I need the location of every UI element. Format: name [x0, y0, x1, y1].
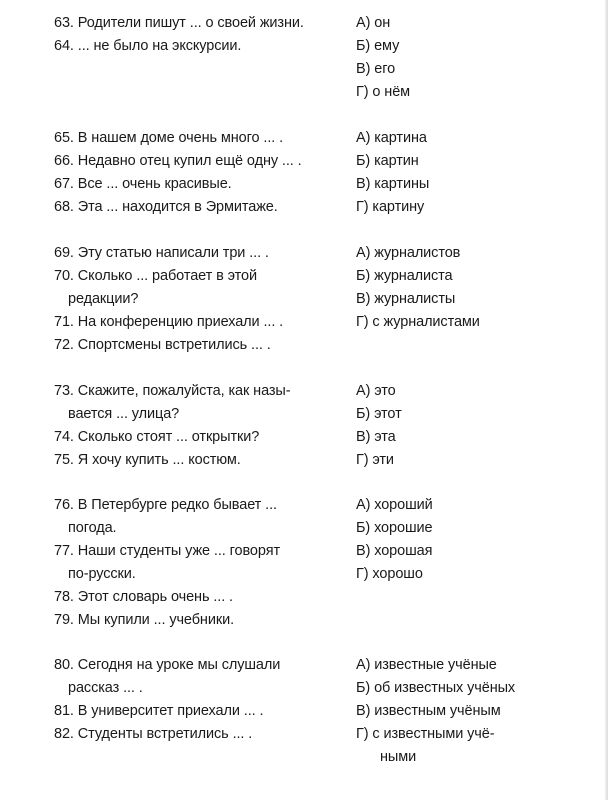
- question-70-continuation: редакции?: [68, 291, 139, 307]
- question-76: 76. В Петербурге редко бывает ...: [54, 497, 277, 513]
- answer-b: Б) ему: [356, 38, 400, 54]
- answer-v: В) хорошая: [356, 543, 433, 559]
- question-80-continuation: рассказ ... .: [68, 680, 143, 696]
- question-77-continuation: по-русски.: [68, 566, 136, 582]
- answer-a: А) картина: [356, 130, 427, 146]
- answer-b: Б) этот: [356, 406, 402, 422]
- question-75: 75. Я хочу купить ... костюм.: [54, 452, 241, 468]
- question-82: 82. Студенты встретились ... .: [54, 726, 253, 742]
- answer-g: Г) о нём: [356, 84, 411, 100]
- answer-g: Г) хорошо: [356, 566, 423, 582]
- question-73-continuation: вается ... улица?: [68, 406, 180, 422]
- answer-b: Б) об известных учёных: [356, 680, 516, 696]
- answer-v: В) картины: [356, 176, 430, 192]
- answer-g-continuation: ными: [380, 749, 417, 765]
- answer-g: Г) с известными учё-: [356, 726, 495, 742]
- question-71: 71. На конференцию приехали ... .: [54, 314, 284, 330]
- answer-a: А) это: [356, 383, 396, 399]
- answer-v: В) его: [356, 61, 396, 77]
- question-80: 80. Сегодня на уроке мы слушали: [54, 657, 281, 673]
- answer-b: Б) журналиста: [356, 268, 453, 284]
- question-73: 73. Скажите, пожалуйста, как назы-: [54, 383, 291, 399]
- question-68: 68. Эта ... находится в Эрмитаже.: [54, 199, 278, 215]
- question-77: 77. Наши студенты уже ... говорят: [54, 543, 280, 559]
- answer-v: В) известным учёным: [356, 703, 501, 719]
- question-72: 72. Спортсмены встретились ... .: [54, 337, 271, 353]
- question-79: 79. Мы купили ... учебники.: [54, 612, 235, 628]
- question-69: 69. Эту статью написали три ... .: [54, 245, 269, 261]
- answer-a: А) хороший: [356, 497, 433, 513]
- answer-v: В) эта: [356, 429, 396, 445]
- question-64: 64. ... не было на экскурсии.: [54, 38, 242, 54]
- question-63: 63. Родители пишут ... о своей жизни.: [54, 15, 304, 31]
- answer-a: А) журналистов: [356, 245, 461, 261]
- answer-g: Г) картину: [356, 199, 425, 215]
- answer-b: Б) картин: [356, 153, 419, 169]
- question-67: 67. Все ... очень красивые.: [54, 176, 232, 192]
- question-81: 81. В университет приехали ... .: [54, 703, 264, 719]
- answer-g: Г) эти: [356, 452, 394, 468]
- question-70: 70. Сколько ... работает в этой: [54, 268, 257, 284]
- answer-b: Б) хорошие: [356, 520, 433, 536]
- question-66: 66. Недавно отец купил ещё одну ... .: [54, 153, 302, 169]
- question-65: 65. В нашем доме очень много ... .: [54, 130, 284, 146]
- question-74: 74. Сколько стоят ... открытки?: [54, 429, 260, 445]
- answer-a: А) он: [356, 15, 391, 31]
- question-78: 78. Этот словарь очень ... .: [54, 589, 233, 605]
- question-76-continuation: погода.: [68, 520, 117, 536]
- answer-a: А) известные учёные: [356, 657, 497, 673]
- answer-v: В) журналисты: [356, 291, 456, 307]
- answer-g: Г) с журналистами: [356, 314, 480, 330]
